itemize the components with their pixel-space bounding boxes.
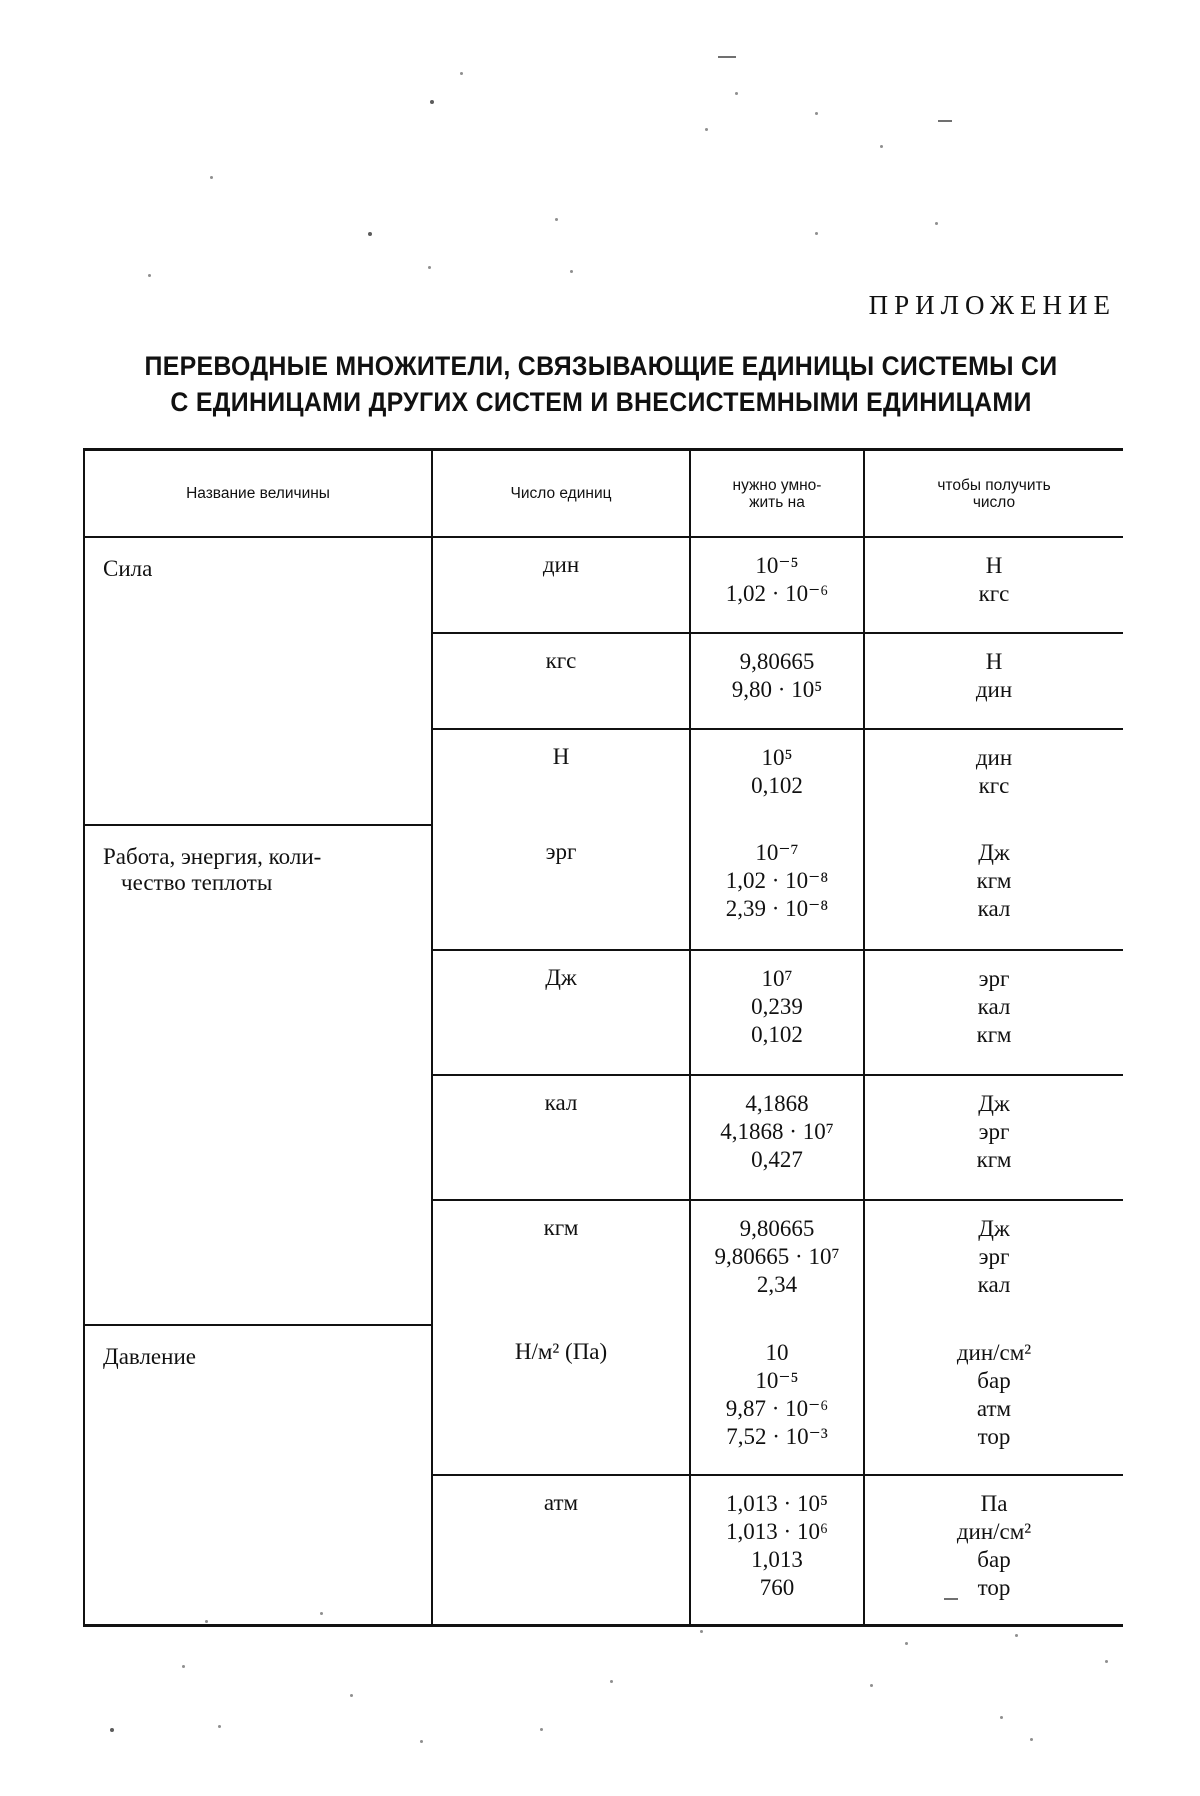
- factor-value: 760: [759, 1575, 795, 1600]
- factor-value: 1,013: [751, 1547, 803, 1572]
- result-unit: кал: [977, 896, 1011, 921]
- quantity-cell: [84, 825, 432, 1325]
- factor-value: 0,102: [751, 1022, 803, 1047]
- header-factor-line: жить на: [749, 493, 805, 511]
- result-cell: [864, 1475, 1123, 1625]
- unit-cell: кгм: [432, 1200, 690, 1325]
- factor-cell: [690, 729, 864, 825]
- result-cell: [864, 1200, 1123, 1325]
- factor-cell: [690, 537, 864, 633]
- table-row: [84, 825, 1123, 950]
- unit-cell: Н: [432, 729, 690, 825]
- factor-value: 10⁻⁷: [755, 840, 799, 865]
- title-line: ПЕРЕВОДНЫЕ МНОЖИТЕЛИ, СВЯЗЫВАЮЩИЕ ЕДИНИЦЫ СИСТЕМЫ СИ: [144, 351, 1058, 381]
- header-unit: Число единиц: [432, 450, 690, 538]
- unit-cell: дин: [432, 537, 690, 633]
- factor-cell: [690, 825, 864, 950]
- quantity-label: Давление: [103, 1344, 196, 1369]
- result-unit: Н: [985, 649, 1003, 674]
- header-factor: [690, 450, 864, 538]
- factor-value: 0,427: [751, 1147, 803, 1172]
- result-cell: [864, 729, 1123, 825]
- quantity-label: Сила: [103, 556, 153, 581]
- result-unit: тор: [977, 1424, 1011, 1449]
- result-unit: дин/см²: [956, 1340, 1032, 1365]
- page-title: [108, 348, 1095, 420]
- result-unit: дин: [975, 677, 1013, 702]
- unit-cell: атм: [432, 1475, 690, 1625]
- factor-value: 9,80665: [739, 649, 815, 674]
- result-unit: атм: [976, 1396, 1012, 1421]
- header-result-line: чтобы получить: [937, 476, 1051, 494]
- result-unit: Дж: [978, 1091, 1010, 1116]
- result-cell: [864, 825, 1123, 950]
- result-unit: эрг: [978, 1244, 1010, 1269]
- factor-cell: [690, 1200, 864, 1325]
- header-result: [864, 450, 1123, 538]
- factor-value: 1,02 · 10⁻⁸: [725, 868, 829, 893]
- conversion-table: [83, 448, 1123, 1627]
- factor-cell: [690, 633, 864, 729]
- factor-value: 10⁻⁵: [755, 1368, 799, 1393]
- result-unit: кал: [977, 1272, 1011, 1297]
- result-unit: тор: [977, 1575, 1011, 1600]
- result-unit: бар: [977, 1368, 1011, 1393]
- unit-cell: кал: [432, 1075, 690, 1200]
- header-factor-line: нужно умно-: [732, 476, 822, 494]
- header-quantity: Название величины: [84, 450, 432, 538]
- result-unit: кгс: [978, 581, 1010, 606]
- factor-cell: [690, 1075, 864, 1200]
- appendix-heading: ПРИЛОЖЕНИЕ: [868, 290, 1116, 320]
- factor-value: 0,239: [751, 994, 803, 1019]
- result-unit: бар: [977, 1547, 1011, 1572]
- result-unit: Па: [980, 1491, 1008, 1516]
- title-line: С ЕДИНИЦАМИ ДРУГИХ СИСТЕМ И ВНЕСИСТЕМНЫМИ ЕДИНИЦАМИ: [170, 387, 1032, 417]
- result-unit: дин/см²: [956, 1519, 1032, 1544]
- table-row: [84, 537, 1123, 633]
- result-cell: [864, 950, 1123, 1075]
- factor-value: 2,39 · 10⁻⁸: [725, 896, 829, 921]
- result-cell: [864, 537, 1123, 633]
- result-unit: эрг: [978, 1119, 1010, 1144]
- result-unit: кгм: [976, 1022, 1012, 1047]
- factor-cell: [690, 1325, 864, 1475]
- factor-value: 2,34: [756, 1272, 798, 1297]
- factor-value: 0,102: [751, 773, 803, 798]
- unit-cell: кгс: [432, 633, 690, 729]
- quantity-label: Работа, энергия, коли-: [103, 844, 322, 869]
- factor-value: 9,80665: [739, 1216, 815, 1241]
- factor-value: 10⁻⁵: [755, 553, 799, 578]
- result-cell: [864, 633, 1123, 729]
- quantity-cell: [84, 537, 432, 825]
- result-unit: Дж: [978, 1216, 1010, 1241]
- unit-cell: эрг: [432, 825, 690, 950]
- factor-value: 9,80665 · 10⁷: [714, 1244, 840, 1269]
- result-unit: дин: [975, 745, 1013, 770]
- factor-value: 9,87 · 10⁻⁶: [725, 1396, 829, 1421]
- quantity-label: чество теплоты: [121, 870, 273, 895]
- result-unit: Дж: [978, 840, 1010, 865]
- result-unit: эрг: [978, 966, 1010, 991]
- unit-cell: Н/м² (Па): [432, 1325, 690, 1475]
- table-row: [84, 1325, 1123, 1475]
- factor-value: 1,02 · 10⁻⁶: [725, 581, 829, 606]
- factor-cell: [690, 950, 864, 1075]
- factor-value: 10⁵: [761, 745, 793, 770]
- result-unit: кгм: [976, 868, 1012, 893]
- result-unit: кгм: [976, 1147, 1012, 1172]
- result-cell: [864, 1325, 1123, 1475]
- table-body: [84, 537, 1123, 1625]
- result-cell: [864, 1075, 1123, 1200]
- result-unit: Н: [985, 553, 1003, 578]
- result-unit: кал: [977, 994, 1011, 1019]
- factor-value: 7,52 · 10⁻³: [726, 1424, 828, 1449]
- unit-cell: Дж: [432, 950, 690, 1075]
- quantity-cell: [84, 1325, 432, 1625]
- factor-value: 4,1868: [745, 1091, 809, 1116]
- factor-value: 10: [765, 1340, 789, 1365]
- factor-value: 9,80 · 10⁵: [731, 677, 823, 702]
- result-unit: кгс: [978, 773, 1010, 798]
- factor-cell: [690, 1475, 864, 1625]
- header-result-line: число: [972, 493, 1016, 511]
- factor-value: 1,013 · 10⁵: [726, 1491, 828, 1516]
- table-header-row: [84, 450, 1123, 538]
- factor-value: 4,1868 · 10⁷: [720, 1119, 834, 1144]
- factor-value: 1,013 · 10⁶: [726, 1519, 828, 1544]
- factor-value: 10⁷: [761, 966, 793, 991]
